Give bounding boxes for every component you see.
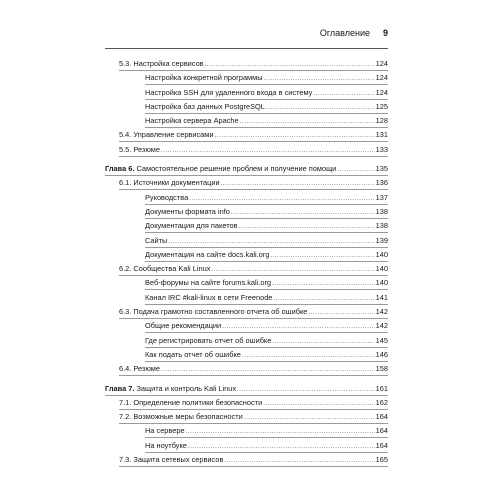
toc-entry [105,115,388,129]
dot-leader [240,116,375,128]
toc-entry-text: Документация на сайте docs.kali.org [145,249,270,259]
toc-entry-title [119,363,161,375]
toc-entry-text: На сервере [145,426,185,436]
toc-entry-line [145,320,388,333]
dot-leader [161,145,375,157]
toc-entry-title [145,72,264,84]
dot-leader [244,412,375,424]
toc-entry-line [119,58,388,71]
toc-entry-line [145,235,388,248]
toc-entry [105,144,388,158]
toc-entry-line [105,163,388,176]
toc-page-number: 124 [375,87,388,97]
dot-leader [222,321,374,333]
toc-entry-title [119,397,263,409]
toc-entry [105,397,388,411]
toc-entry-line [119,306,388,319]
toc-entry-title [145,277,272,289]
toc-page-number: 142 [375,307,388,317]
toc-entry-text: Руководства [145,192,189,202]
toc-page-number: 124 [375,59,388,68]
dot-leader [211,264,374,276]
toc-entry [105,177,388,191]
toc-entry [105,263,388,277]
toc-entry [105,292,388,306]
dot-leader [337,164,374,176]
toc-page-number: 128 [375,116,388,126]
toc-entry [105,192,388,206]
toc-page-number: 142 [375,321,388,331]
dot-leader [161,364,375,376]
dot-leader [266,102,375,114]
toc-page-number: 158 [375,364,388,374]
toc-entry-text: 6.3. Подача грамотно составленного отчета об ошибке [119,307,308,317]
toc-entry [105,363,388,377]
toc-entry [105,411,388,425]
toc-entry-line [119,454,388,467]
toc-entry-line [145,335,388,348]
toc-page-number: 164 [375,440,388,450]
toc-entry-text: Веб-форумы на сайте forums.kali.org [145,278,272,288]
toc-entry-title [145,87,313,99]
toc-entry [105,87,388,101]
dot-leader [270,250,374,262]
toc-entry-text: 5.4. Управление сервисами [119,130,214,140]
toc-entry-title [145,292,273,304]
dot-leader [273,293,374,305]
toc-entry-line [145,249,388,262]
toc-entry-title [145,101,266,113]
toc-entry-text: 6.4. Резюме [119,364,160,374]
toc-entry [105,306,388,320]
toc-entry-text: Настройка SSH для удаленного входа в систему [145,87,313,97]
toc-entry-line [145,192,388,205]
toc-entry-line [145,292,388,305]
toc-entry [105,220,388,234]
toc-entry-text: 6.1. Источники документации [119,178,220,188]
toc-entry-title [145,425,186,437]
toc-entry-line [145,349,388,362]
toc-entry [105,129,388,143]
toc-entry-line [145,101,388,114]
dot-leader [272,278,375,290]
toc-page-number: 161 [375,383,388,393]
toc-entry-text: Канал IRC #kali-linux в сети Freenode [145,292,273,302]
toc-page-number: 164 [375,426,388,436]
toc-page-number: 139 [375,235,388,245]
dot-leader [189,193,374,205]
dot-leader [242,350,375,362]
book-page [105,28,388,465]
toc-entry-title [145,235,168,247]
toc-entry-text: Как подать отчет об ошибке [145,349,241,359]
toc-entry [105,335,388,349]
toc-entry-line [119,363,388,376]
header-rule [105,48,388,49]
toc-page-number: 141 [375,292,388,302]
toc-page-number: 164 [375,412,388,422]
toc-entry [105,249,388,263]
toc-entry-title [145,220,239,232]
toc-entry-title [119,177,221,189]
toc-entry-text: Документация для пакетов [145,221,238,231]
dot-leader [188,441,375,453]
toc-page-number: 124 [375,73,388,83]
dot-leader [231,207,375,219]
toc-page-number: 140 [375,249,388,259]
toc-entry-line [145,220,388,233]
toc-page-number: 140 [375,264,388,274]
toc-entry-title [105,383,237,395]
toc-entry-line [145,425,388,438]
toc-entry-title [145,192,189,204]
toc-page-number: 138 [375,221,388,231]
toc-entry-title [119,306,308,318]
toc-entry-line [145,440,388,453]
toc-entry [105,440,388,454]
toc-entry-text: Общие рекомендации [145,321,222,331]
toc-entry-text: 5.3. Настройка сервисов [119,59,204,68]
toc-entry-text: Сайты [145,235,168,245]
toc-entry [105,277,388,291]
dot-leader [313,88,374,100]
toc-entry-title [145,335,272,347]
toc-entry-line [145,72,388,85]
toc-entry-title [119,411,244,423]
dot-leader [221,178,375,190]
toc-chapter-entry [105,383,388,397]
toc-entry-title [119,144,161,156]
toc-entry [105,58,388,72]
toc-entry-text: Настройка сервера Apache [145,116,239,126]
toc-entry-text: Настройка баз данных PostgreSQL [145,101,265,111]
toc-page-number: 162 [375,397,388,407]
toc-entry-text: Защита и контроль Kali Linux [134,383,237,393]
toc-entry-line [145,206,388,219]
toc-entry-title [145,115,240,127]
toc-entry-text: 7.3. Защита сетевых сервисов [119,455,224,465]
toc-entry-line [119,397,388,410]
toc-page-number: 133 [375,144,388,154]
toc-page-number: 136 [375,178,388,188]
toc-entry-title [145,349,242,361]
dot-leader [205,59,375,71]
header-title: Оглавление [319,28,370,38]
toc-entry-line [145,115,388,128]
toc-page-number: 146 [375,349,388,359]
toc-entry-line [145,277,388,290]
dot-leader [272,336,374,348]
header-page-number: 9 [382,28,388,38]
toc-entry-line [119,177,388,190]
toc-page-number: 140 [375,278,388,288]
table-of-contents [105,58,388,468]
dot-leader [237,384,375,396]
dot-leader [264,73,375,85]
toc-page-number: 135 [375,164,388,174]
toc-entry-title [105,163,337,175]
toc-entry-line [145,87,388,100]
chapter-label: Глава 6. [105,164,135,174]
toc-page-number: 137 [375,192,388,202]
toc-entry [105,72,388,86]
toc-entry-line [105,383,388,396]
toc-entry [105,349,388,363]
dot-leader [239,221,375,233]
toc-entry-title [119,58,205,70]
toc-entry-text: Документы формата info [145,206,230,216]
toc-entry-text: 7.1. Определение политики безопасности [119,397,263,407]
toc-entry-line [119,411,388,424]
toc-page-number: 145 [375,335,388,345]
toc-chapter-entry [105,163,388,177]
toc-page-number: 125 [375,101,388,111]
toc-entry [105,454,388,468]
dot-leader [215,130,375,142]
toc-entry-title [145,206,231,218]
toc-entry-title [119,129,215,141]
toc-entry-title [119,263,211,275]
toc-entry-line [119,129,388,142]
toc-page-number: 165 [375,455,388,465]
toc-entry [105,425,388,439]
toc-entry-text: На ноутбуке [145,440,187,450]
dot-leader [224,455,374,467]
dot-leader [263,398,374,410]
toc-page-number: 138 [375,206,388,216]
toc-entry-title [145,440,188,452]
toc-entry-title [145,320,222,332]
chapter-label: Глава 7. [105,383,135,393]
toc-entry [105,320,388,334]
toc-entry [105,206,388,220]
dot-leader [308,307,374,319]
dot-leader [186,426,375,438]
dot-leader [168,236,374,248]
running-header [105,28,388,42]
toc-entry-text: Где регистрировать отчет об ошибке [145,335,272,345]
toc-entry-title [145,249,270,261]
toc-entry [105,101,388,115]
toc-entry-text: 5.5. Резюме [119,144,160,154]
toc-entry [105,235,388,249]
toc-entry-text: 6.2. Сообщества Kali Linux [119,264,211,274]
toc-entry-line [119,144,388,157]
toc-entry-line [119,263,388,276]
toc-entry-title [119,454,224,466]
toc-entry-text: Настройка конкретной программы [145,73,263,83]
toc-entry-text: 7.2. Возможные меры безопасности [119,412,243,422]
toc-entry-text: Самостоятельное решение проблем и получение помощи [134,164,337,174]
toc-page-number: 131 [375,130,388,140]
